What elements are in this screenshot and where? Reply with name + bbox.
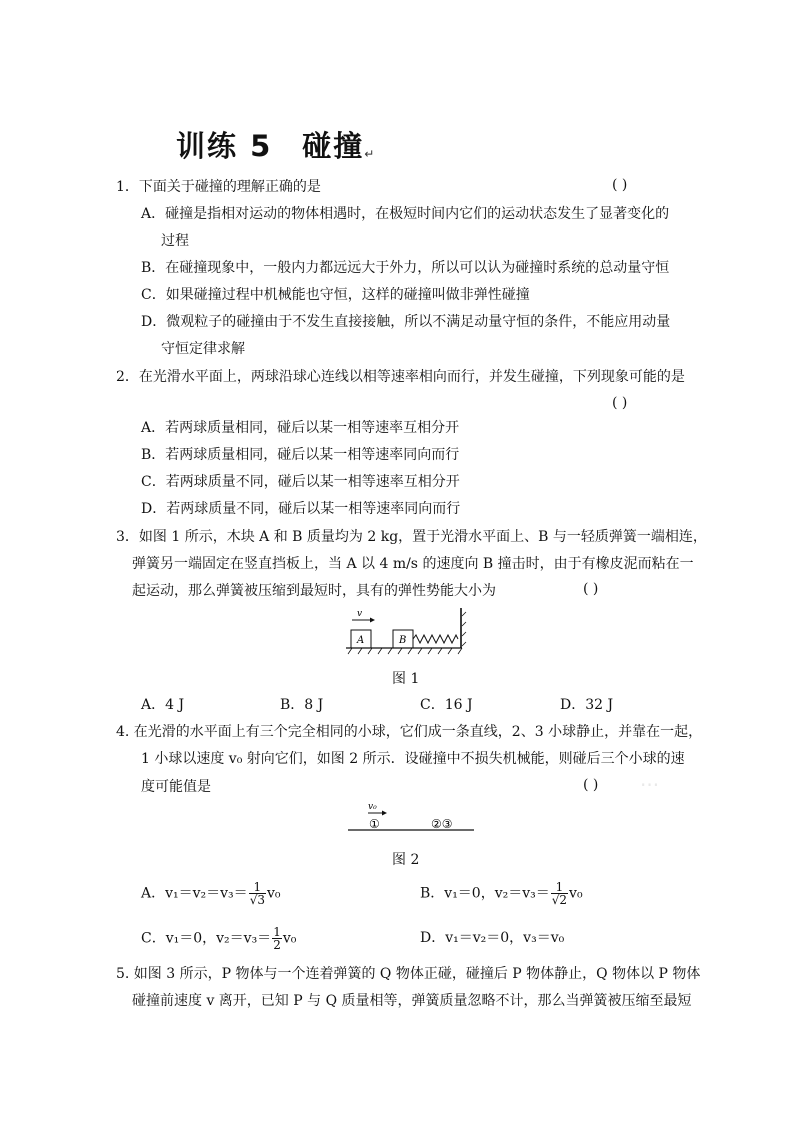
q4-answer-bracket: ( ): [583, 777, 599, 793]
q3-stem-line3: 起运动，那么弹簧被压缩到最短时，具有的弹性势能大小为: [132, 583, 496, 599]
label-b: B: [399, 635, 407, 646]
q4-stem-line2: 1 小球以速度 v₀ 射向它们，如图 2 所示．设碰撞中不损失机械能，则碰后三个小球的速: [141, 751, 685, 767]
q2-option-d: D．若两球质量不同，碰后以某一相等速率同向而行: [141, 501, 461, 517]
figure-1-diagram: [346, 608, 476, 658]
q3-option-d: D．32 J: [560, 697, 614, 713]
q3-stem-line1: 3．如图 1 所示，木块 A 和 B 质量均为 2 kg，置于光滑水平面上、B 与一轻质弹簧一端相连，: [116, 529, 707, 545]
arrowhead: [370, 618, 375, 623]
return-mark-icon: ↵: [364, 147, 377, 161]
spring: [413, 635, 458, 643]
q2-option-c: C．若两球质量不同，碰后以某一相等速率互相分开: [141, 474, 460, 490]
q2-stem: 2．在光滑水平面上，两球沿球心连线以相等速率相向而行，并发生碰撞，下列现象可能的是: [116, 369, 685, 385]
q4-stem-line1: 4. 在光滑的水平面上有三个完全相同的小球，它们成一条直线，2、3 小球静止，并靠在一起，: [116, 724, 703, 740]
q2-option-b: B．若两球质量相同，碰后以某一相等速率同向而行: [141, 447, 460, 463]
q1-option-b: B．在碰撞现象中，一般内力都远远大于外力，所以可以认为碰撞时系统的总动量守恒: [141, 260, 670, 276]
q1-option-d: D．微观粒子的碰撞由于不发生直接接触，所以不满足动量守恒的条件，不能应用动量: [141, 314, 671, 330]
q1-option-a-cont: 过程: [161, 233, 189, 249]
page-title: [176, 124, 376, 165]
q1-option-c: C．如果碰撞过程中机械能也守恒，这样的碰撞叫做非弹性碰撞: [141, 287, 530, 303]
q4-stem-line3: 度可能值是: [141, 779, 211, 795]
figure-2-diagram: [348, 800, 478, 834]
q2-option-a: A．若两球质量相同，碰后以某一相等速率互相分开: [141, 420, 460, 436]
ball-1: ①: [369, 817, 380, 831]
fraction: $\frac{1}{√2}$: [551, 880, 568, 907]
q1-answer-bracket: ( ): [612, 177, 628, 193]
q1-option-d-cont: 守恒定律求解: [161, 341, 245, 357]
q4-option-a: A．v₁＝v₂＝v₃＝ $\frac{1}{√3}$ v₀: [141, 880, 281, 907]
title-main: 训练 5: [176, 129, 273, 163]
q2-answer-bracket: ( ): [612, 395, 628, 411]
q1-option-a: A．碰撞是指相对运动的物体相遇时，在极短时间内它们的运动状态发生了显著变化的: [141, 206, 670, 222]
q3-answer-bracket: ( ): [583, 581, 599, 597]
q3-option-b: B．8 J: [280, 697, 324, 713]
figure-2-caption: 图 2: [392, 852, 420, 868]
watermark: ···: [640, 773, 660, 797]
label-a: A: [357, 635, 365, 646]
balls-2-3: ②③: [431, 817, 453, 831]
q1-stem: 1．下面关于碰撞的理解正确的是: [116, 179, 321, 195]
q4-option-b: B．v₁＝0，v₂＝v₃＝ $\frac{1}{√2}$ v₀: [420, 880, 583, 907]
arrowhead: [382, 811, 387, 816]
q3-stem-line2: 弹簧另一端固定在竖直挡板上，当 A 以 4 m/s 的速度向 B 撞击时，由于有橡皮泥而粘在一: [132, 556, 694, 572]
fraction: $\frac{1}{√3}$: [249, 880, 265, 907]
q3-option-c: C．16 J: [420, 697, 473, 713]
title-sub: 碰撞: [302, 129, 365, 163]
q5-stem-line1: 5. 如图 3 所示，P 物体与一个连着弹簧的 Q 物体正碰，碰撞后 P 物体静止，Q 物体以 P 物体: [116, 966, 701, 982]
label-v: v: [357, 609, 363, 619]
label-v0: v₀: [368, 802, 377, 812]
fraction: $\frac{1}{2}$: [273, 925, 281, 952]
q4-option-c: C．v₁＝0，v₂＝v₃＝ $\frac{1}{2}$ v₀: [141, 925, 297, 952]
figure-1-caption: 图 1: [392, 671, 420, 687]
q4-option-d: D．v₁＝v₂＝0，v₃＝v₀: [420, 930, 565, 946]
q5-stem-line2: 碰撞前速度 v 离开，已知 P 与 Q 质量相等，弹簧质量忽略不计，那么当弹簧被压缩至最短: [132, 993, 692, 1009]
q3-option-a: A．4 J: [141, 697, 185, 713]
